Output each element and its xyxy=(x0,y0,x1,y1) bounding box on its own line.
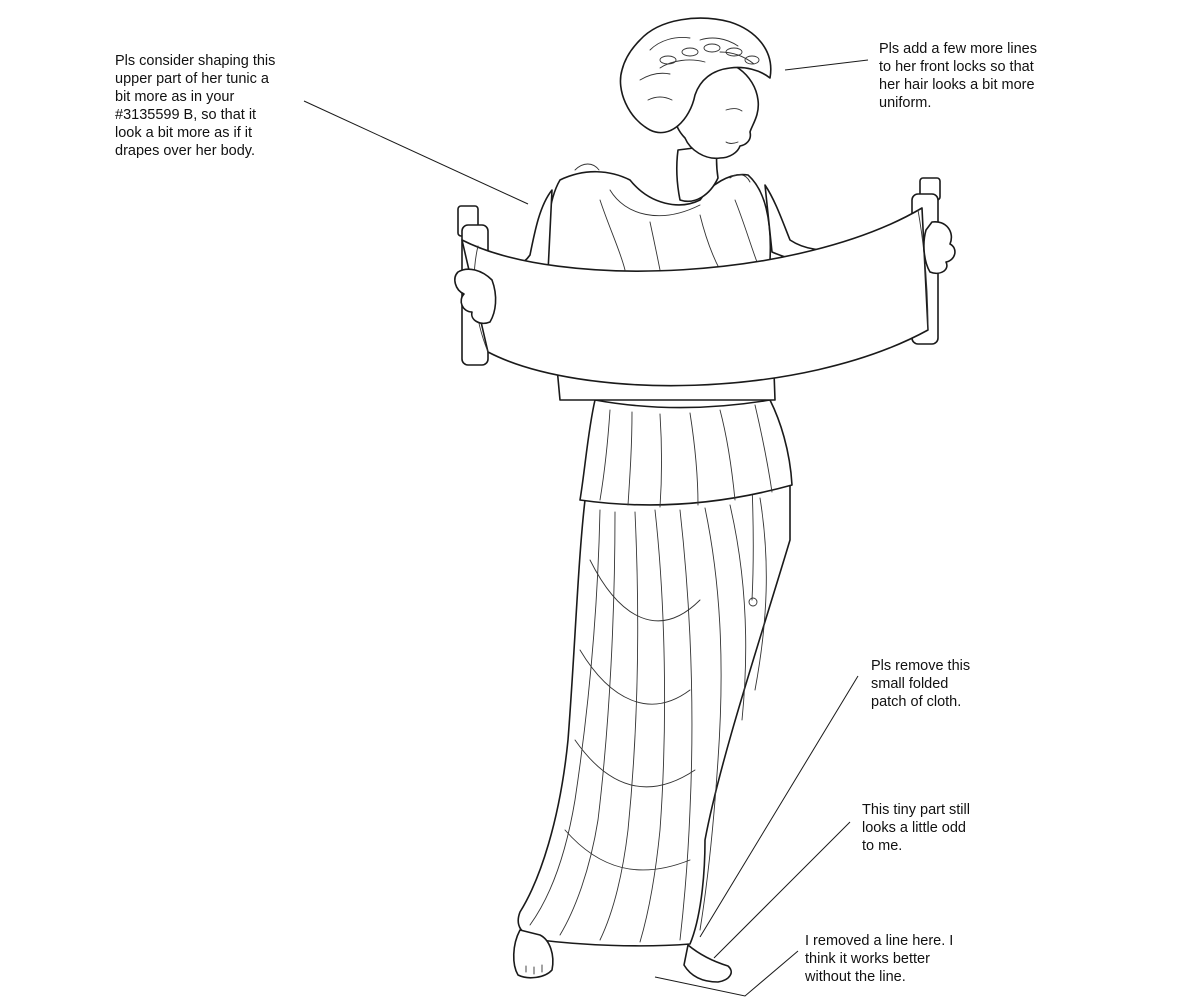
annotation-hair: Pls add a few more lines to her front locks so that her hair looks a bit more uniform. xyxy=(879,41,1037,111)
head xyxy=(620,18,770,201)
annotation-odd-part: This tiny part still looks a little odd to me. xyxy=(862,802,970,854)
leader-line-tunic xyxy=(304,101,528,204)
overfold xyxy=(580,400,792,507)
annotation-tunic: Pls consider shaping this upper part of her tunic a bit more as in your #3135599 B, so that it look a bit more as if it drapes over her body. xyxy=(115,53,276,159)
leader-line-hair xyxy=(785,60,868,70)
annotation-patch: Pls remove this small folded patch of cloth. xyxy=(871,658,971,710)
annotation-removed-line: I removed a line here. I think it works better without the line. xyxy=(805,933,954,985)
